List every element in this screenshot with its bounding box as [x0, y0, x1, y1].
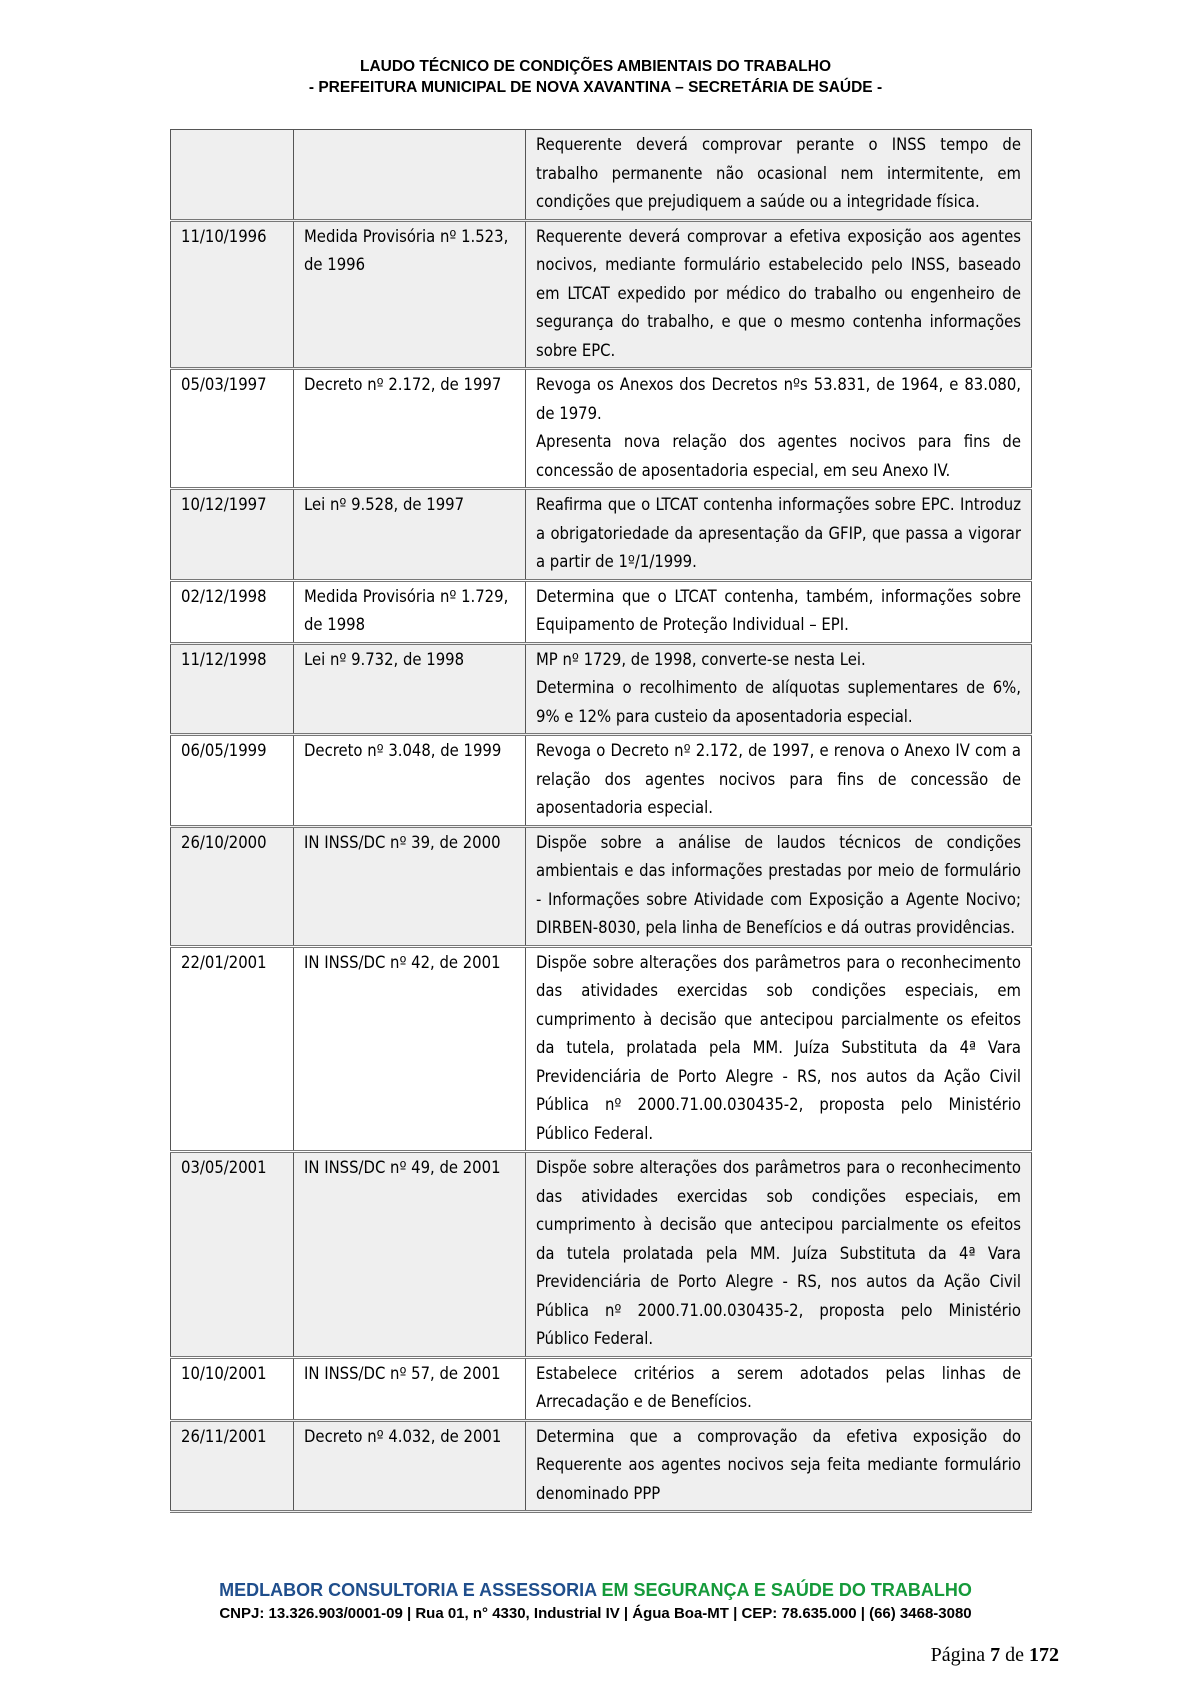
table-row — [171, 946, 1032, 1152]
table-row — [171, 489, 1032, 581]
table-row — [171, 643, 1032, 735]
company-address: CNPJ: 13.326.903/0001-09 | Rua 01, n° 4330, Industrial IV | Água Boa-MT | CEP: 78.635.000 | (66) 3468-3080 — [219, 1605, 972, 1622]
header-subtitle: - PREFEITURA MUNICIPAL DE NOVA XAVANTINA – SECRETÁRIA DE SAÚDE - — [308, 79, 883, 96]
norm-cell: IN INSS/DC nº 57, de 2001 — [294, 1357, 526, 1420]
date-cell: 03/05/2001 — [171, 1152, 294, 1358]
date-cell: 10/12/1997 — [171, 489, 294, 581]
date-cell: 22/01/2001 — [171, 946, 294, 1152]
norm-cell: IN INSS/DC nº 42, de 2001 — [294, 946, 526, 1152]
description-line: Apresenta nova relação dos agentes nocivos para fins de concessão de aposentadoria especial, em seu Anexo IV. — [536, 432, 1021, 480]
description-cell: Determina que o LTCAT contenha, também, informações sobre Equipamento de Proteção Individual – EPI. — [526, 580, 1032, 643]
page-total: 172 — [1029, 1644, 1059, 1666]
date-cell: 11/10/1996 — [171, 220, 294, 369]
date-cell — [171, 130, 294, 221]
description-line: Revoga os Anexos dos Decretos nºs 53.831, de 1964, e 83.080, de 1979. — [536, 375, 1021, 423]
table-row — [171, 1152, 1032, 1358]
date-cell: 26/11/2001 — [171, 1420, 294, 1512]
page-label: Página — [930, 1644, 986, 1666]
description-line: Determina o recolhimento de alíquotas suplementares de 6%, 9% e 12% para custeio da aposentadoria especial. — [536, 678, 1021, 726]
table-row — [171, 735, 1032, 827]
date-cell: 10/10/2001 — [171, 1357, 294, 1420]
date-cell: 11/12/1998 — [171, 643, 294, 735]
norm-cell — [294, 130, 526, 221]
company-name-secondary: EM SEGURANÇA E SAÚDE DO TRABALHO — [601, 1580, 972, 1600]
header-title: LAUDO TÉCNICO DE CONDIÇÕES AMBIENTAIS DO TRABALHO — [359, 58, 832, 75]
table-row — [171, 220, 1032, 369]
description-cell: Reafirma que o LTCAT contenha informações sobre EPC. Introduz a obrigatoriedade da apresentação da GFIP, que passa a vigorar a partir de 1º/1/1999. — [526, 489, 1032, 581]
description-cell — [526, 369, 1032, 489]
date-cell: 26/10/2000 — [171, 826, 294, 946]
description-cell: Dispõe sobre alterações dos parâmetros para o reconhecimento das atividades exercidas sob condições especiais, em cumprimento à decisão que antecipou parcialmente os efeitos da tutela prolatada pela MM. Juíza Substituta da 4ª Vara Previdenciária de Porto Alegre - RS, nos autos da Ação Civil Pública nº 2000.71.00.030435-2, proposta pelo Ministério Público Federal. — [526, 1152, 1032, 1358]
page-number — [931, 1644, 1059, 1667]
date-cell: 05/03/1997 — [171, 369, 294, 489]
table-row — [171, 1357, 1032, 1420]
description-cell: Dispõe sobre alterações dos parâmetros para o reconhecimento das atividades exercidas sob condições especiais, em cumprimento à decisão que antecipou parcialmente os efeitos da tutela, prolatada pela MM. Juíza Substituta da 4ª Vara Previdenciária de Porto Alegre - RS, nos autos da Ação Civil Pública nº 2000.71.00.030435-2, proposta pelo Ministério Público Federal. — [526, 946, 1032, 1152]
date-cell: 06/05/1999 — [171, 735, 294, 827]
description-cell: Requerente deverá comprovar perante o INSS tempo de trabalho permanente não ocasional nem intermitente, em condições que prejudiquem a saúde ou a integridade física. — [526, 130, 1032, 221]
description-cell: Determina que a comprovação da efetiva exposição do Requerente aos agentes nocivos seja feita mediante formulário denominado PPP — [526, 1420, 1032, 1512]
norm-cell: IN INSS/DC nº 49, de 2001 — [294, 1152, 526, 1358]
norm-cell: IN INSS/DC nº 39, de 2000 — [294, 826, 526, 946]
table-row — [171, 130, 1032, 221]
norm-cell: Medida Provisória nº 1.523, de 1996 — [294, 220, 526, 369]
table-row — [171, 1420, 1032, 1512]
description-line: MP nº 1729, de 1998, converte-se nesta Lei. — [536, 649, 866, 669]
company-name-primary: MEDLABOR CONSULTORIA E ASSESSORIA — [219, 1580, 597, 1600]
page-current: 7 — [990, 1644, 1001, 1666]
table-row — [171, 369, 1032, 489]
page-of-label: de — [1005, 1644, 1024, 1666]
norm-cell: Decreto nº 2.172, de 1997 — [294, 369, 526, 489]
norm-cell: Decreto nº 4.032, de 2001 — [294, 1420, 526, 1512]
table-row — [171, 826, 1032, 946]
company-name — [0, 1579, 1191, 1601]
date-cell: 02/12/1998 — [171, 580, 294, 643]
norm-cell: Medida Provisória nº 1.729, de 1998 — [294, 580, 526, 643]
table-row — [171, 580, 1032, 643]
description-cell: Requerente deverá comprovar a efetiva exposição aos agentes nocivos, mediante formulário estabelecido pelo INSS, baseado em LTCAT expedido por médico do trabalho ou engenheiro de segurança do trabalho, e que o mesmo contenha informações sobre EPC. — [526, 220, 1032, 369]
description-cell: Estabelece critérios a serem adotados pelas linhas de Arrecadação e de Benefícios. — [526, 1357, 1032, 1420]
norm-cell: Lei nº 9.528, de 1997 — [294, 489, 526, 581]
description-cell: Dispõe sobre a análise de laudos técnicos de condições ambientais e das informações prestadas por meio de formulário - Informações sobre Atividade com Exposição a Agente Nocivo; DIRBEN-8030, pela linha de Benefícios e dá outras providências. — [526, 826, 1032, 946]
legislation-table — [170, 129, 1032, 1513]
description-cell — [526, 643, 1032, 735]
document-header — [0, 56, 1191, 98]
norm-cell: Lei nº 9.732, de 1998 — [294, 643, 526, 735]
description-cell: Revoga o Decreto nº 2.172, de 1997, e renova o Anexo IV com a relação dos agentes nocivos para fins de concessão de aposentadoria especial. — [526, 735, 1032, 827]
norm-cell: Decreto nº 3.048, de 1999 — [294, 735, 526, 827]
